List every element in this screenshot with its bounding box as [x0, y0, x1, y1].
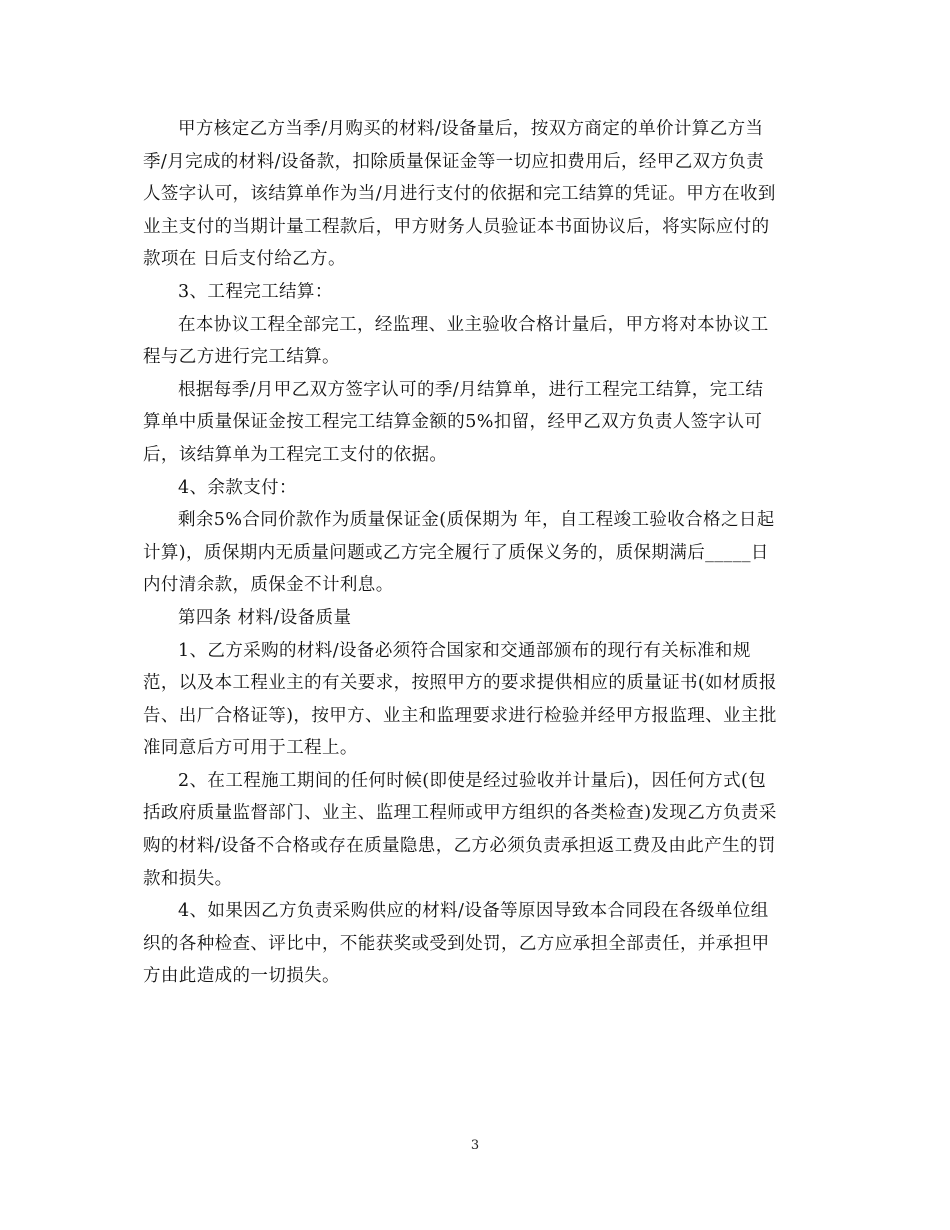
- text-line: 甲方核定乙方当季/月购买的材料/设备量后，按双方商定的单价计算乙方当: [178, 119, 764, 139]
- paragraph: [143, 765, 811, 895]
- text-line: 2、在工程施工期间的任何时候(即使是经过验收并计量后)，因任何方式(包: [178, 770, 767, 791]
- text-line: 根据每季/月甲乙双方签字认可的季/月结算单，进行工程完工结算，完工结: [178, 379, 764, 400]
- text-line: 告、出厂合格证等)，按甲方、业主和监理要求进行检验并经甲方报监理、业主批: [143, 705, 777, 726]
- text-line: 计算)，质保期内无质量问题或乙方完全履行了质保义务的，质保期满后_____日: [143, 542, 769, 563]
- paragraph: [143, 602, 811, 635]
- text-line: 购的材料/设备不合格或存在质量隐患，乙方必须负责承担返工费及由此产生的罚: [143, 836, 776, 857]
- text-line: 方由此造成的一切损失。: [143, 966, 340, 987]
- text-line: 在本协议工程全部完工，经监理、业主验收合格计量后，甲方将对本协议工: [178, 314, 769, 335]
- text-line: 剩余5%合同价款作为质量保证金(质保期为 年，自工程竣工验收合格之日起: [178, 510, 775, 531]
- paragraph: [143, 895, 811, 993]
- text-line: 织的各种检查、评比中，不能获奖或受到处罚，乙方应承担全部责任，并承担甲: [143, 933, 770, 954]
- document-body: [143, 113, 811, 993]
- text-line: 第四条 材料/设备质量: [178, 607, 352, 628]
- text-line: 季/月完成的材料/设备款，扣除质量保证金等一切应扣费用后，经甲乙双方负责: [143, 151, 765, 172]
- text-line: 后，该结算单为工程完工支付的依据。: [143, 444, 448, 465]
- text-line: 内付清余款，质保金不计利息。: [143, 575, 394, 596]
- text-line: 括政府质量监督部门、业主、监理工程师或甲方组织的各类检查)发现乙方负责采: [143, 803, 777, 824]
- paragraph: [143, 635, 811, 765]
- text-line: 4、余款支付：: [178, 477, 297, 498]
- page-number: 3: [470, 1138, 480, 1153]
- text-line: 1、乙方采购的材料/设备必须符合国家和交通部颁布的现行有关标准和规: [178, 640, 751, 661]
- text-line: 款项在 日后支付给乙方。: [143, 249, 346, 270]
- paragraph: [143, 113, 811, 276]
- text-line: 业主支付的当期计量工程款后，甲方财务人员验证本书面协议后，将实际应付的: [143, 216, 770, 237]
- paragraph: [143, 504, 811, 602]
- text-line: 款和损失。: [143, 868, 233, 889]
- paragraph: [143, 374, 811, 472]
- text-line: 算单中质量保证金按工程完工结算金额的5%扣留，经甲乙双方负责人签字认可: [143, 412, 763, 433]
- text-line: 4、如果因乙方负责采购供应的材料/设备等原因导致本合同段在各级单位组: [178, 901, 769, 922]
- text-line: 人签字认可，该结算单作为当/月进行支付的依据和完工结算的凭证。甲方在收到: [143, 184, 776, 205]
- paragraph: [143, 472, 811, 505]
- text-line: 程与乙方进行完工结算。: [143, 347, 340, 368]
- text-line: 准同意后方可用于工程上。: [143, 738, 358, 759]
- text-line: 3、工程完工结算：: [178, 281, 333, 302]
- paragraph: [143, 309, 811, 374]
- paragraph: [143, 276, 811, 309]
- text-line: 范，以及本工程业主的有关要求，按照甲方的要求提供相应的质量证书(如材质报: [143, 673, 777, 694]
